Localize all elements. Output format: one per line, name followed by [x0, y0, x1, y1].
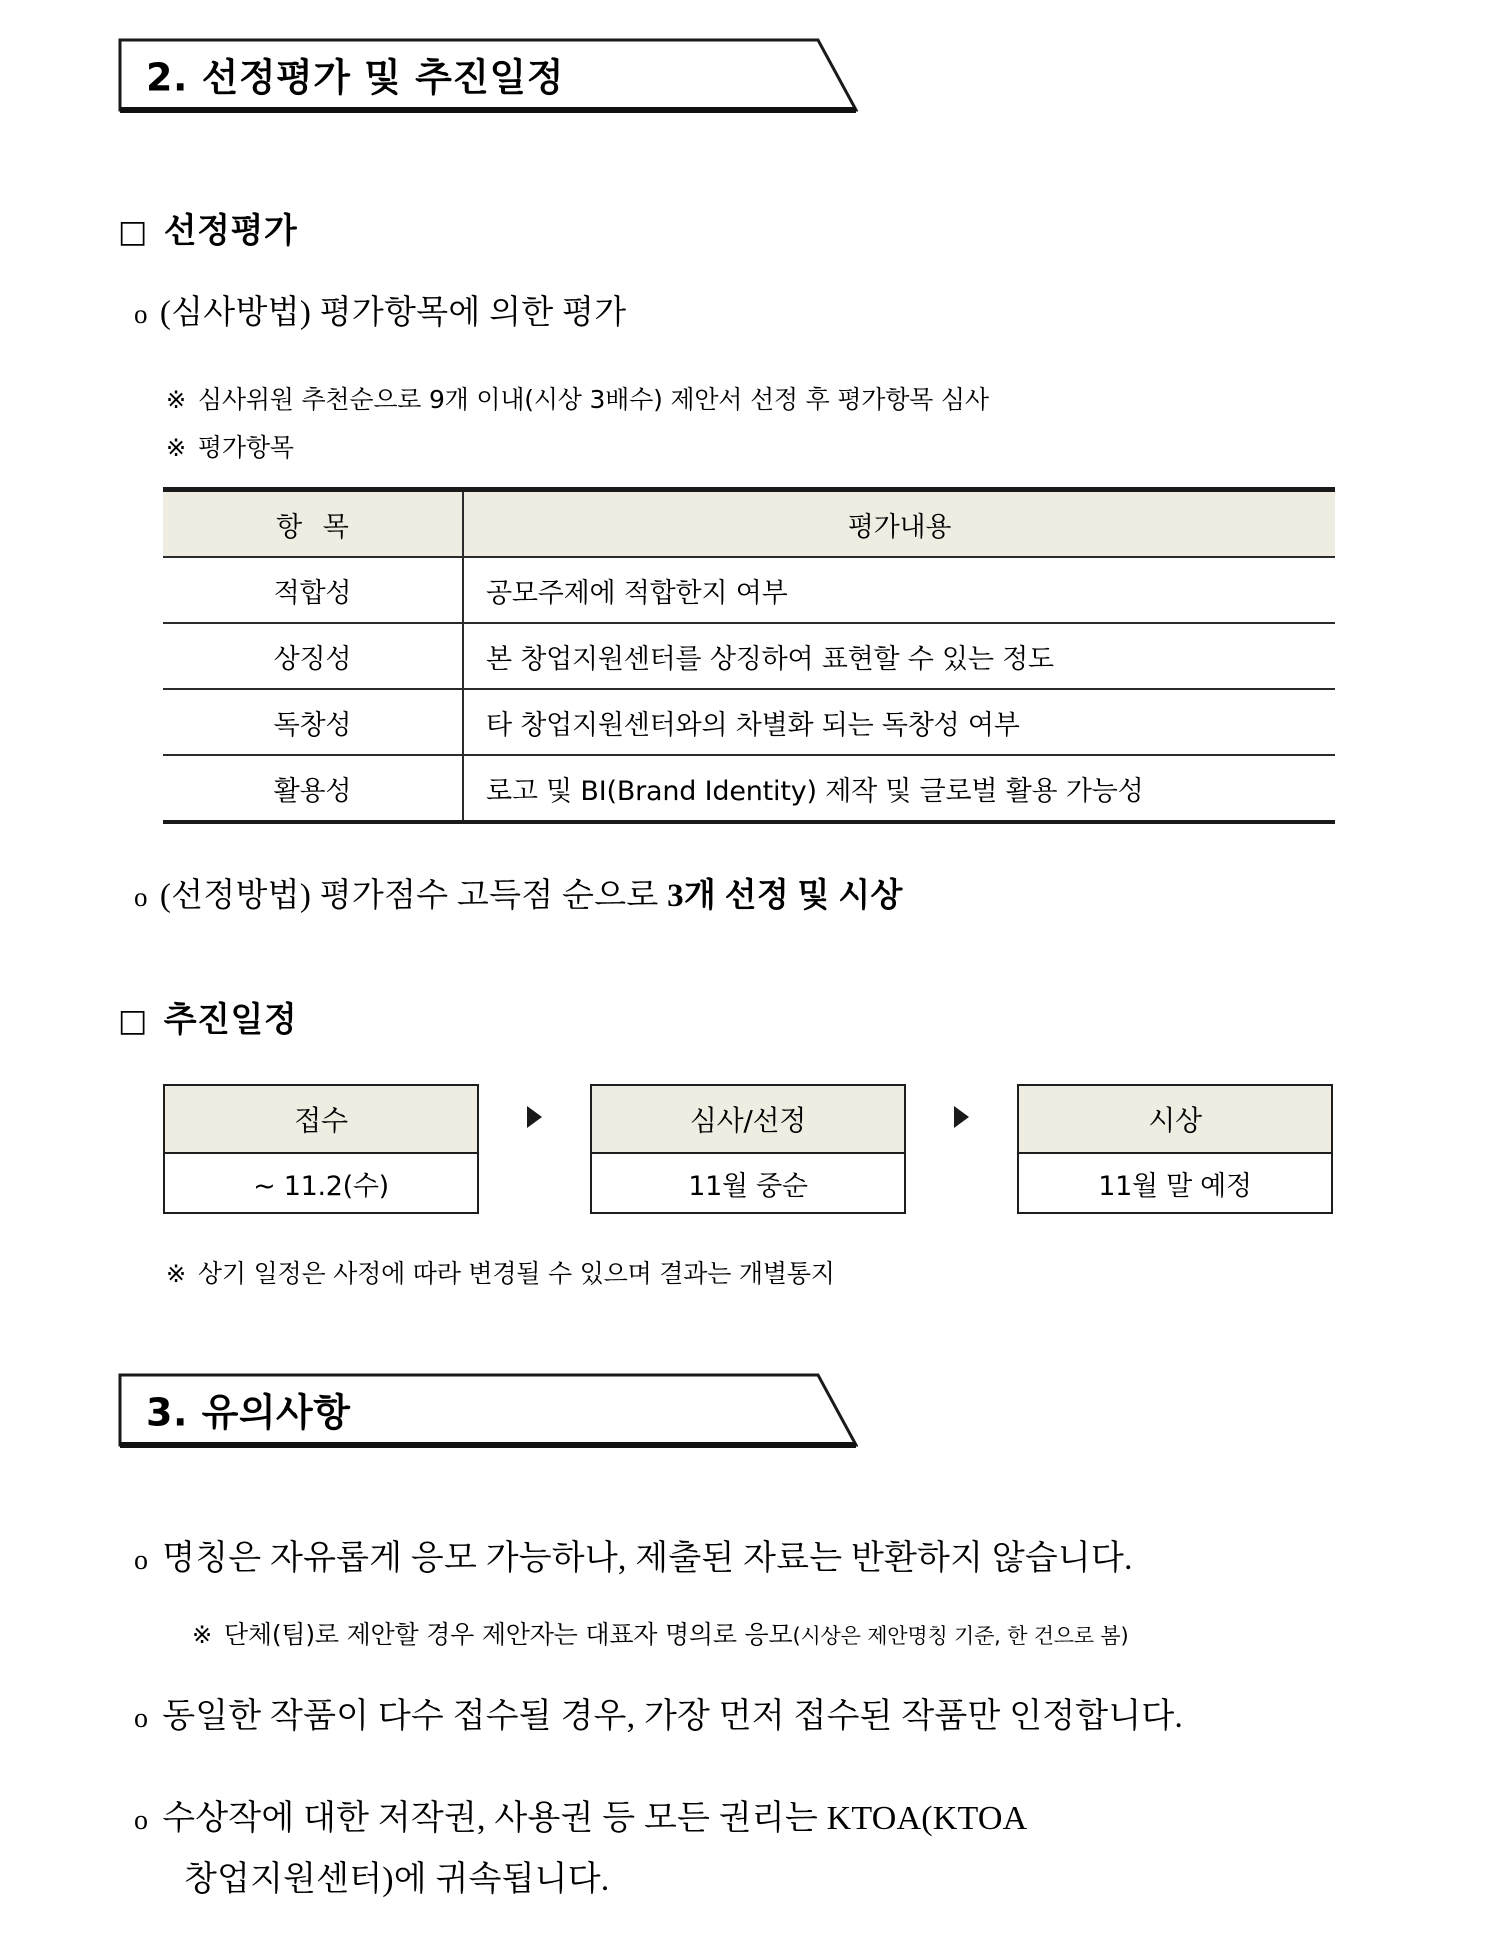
precaution-sub-note — [192, 1615, 1129, 1651]
flow-step-award — [1017, 1084, 1333, 1214]
precaution-item-3-text: 수상작에 대한 저작권, 사용권 등 모든 권리는 KTOA(KTOA — [162, 1800, 1028, 1837]
note-schedule-change — [166, 1254, 835, 1290]
evaluation-criteria-table — [163, 487, 1335, 824]
flow-step-review-date: 11월 중순 — [688, 1170, 808, 1202]
precaution-item-1 — [134, 1530, 1133, 1579]
flow-arrow-icon — [906, 1084, 1017, 1150]
reference-mark-icon: ※ — [166, 1260, 186, 1288]
flow-step-receipt-date: ~ 11.2(수) — [253, 1170, 389, 1202]
schedule-flowchart — [163, 1084, 1333, 1214]
bullet-review-method — [134, 286, 626, 333]
flow-step-receipt-title: 접수 — [165, 1086, 477, 1154]
table-cell-desc: 로고 및 BI(Brand Identity) 제작 및 글로벌 활용 가능성 — [463, 755, 1335, 822]
bullet-selection-method-text: 평가점수 고득점 순으로 — [319, 878, 659, 914]
o-bullet-marker: o — [134, 1545, 149, 1576]
table-header-item: 항 목 — [163, 490, 463, 558]
note-schedule-change-text: 상기 일정은 사정에 따라 변경될 수 있으며 결과는 개별통지 — [197, 1259, 835, 1288]
note-eval-items-text: 평가항목 — [197, 433, 294, 462]
o-bullet-marker: o — [134, 1805, 149, 1836]
note-review-count-text: 심사위원 추천순으로 9개 이내(시상 3배수) 제안서 선정 후 평가항목 심사 — [197, 385, 989, 414]
precaution-sub-note-paren: (시상은 제안명칭 기준, 한 건으로 봄) — [792, 1624, 1129, 1648]
heading-schedule — [118, 992, 297, 1041]
table-cell-item: 활용성 — [163, 755, 463, 822]
precaution-sub-note-text: 단체(팀)로 제안할 경우 제안자는 대표자 명의로 응모 — [223, 1620, 793, 1649]
section-2-banner — [118, 37, 858, 113]
note-review-count — [166, 380, 989, 416]
table-header-desc: 평가내용 — [463, 490, 1335, 558]
o-bullet-marker: o — [134, 299, 148, 329]
bullet-review-method-text: 평가항목에 의한 평가 — [319, 295, 627, 331]
table-header-row — [163, 490, 1335, 558]
flow-step-receipt — [163, 1084, 479, 1214]
note-eval-items — [166, 428, 294, 464]
heading-selection-evaluation-label: 선정평가 — [163, 211, 298, 251]
table-cell-item: 적합성 — [163, 557, 463, 623]
flow-arrow-icon — [479, 1084, 590, 1150]
flow-step-award-date: 11월 말 예정 — [1098, 1170, 1252, 1202]
table-row — [163, 755, 1335, 822]
reference-mark-icon: ※ — [192, 1621, 212, 1649]
o-bullet-marker: o — [134, 882, 148, 912]
table-row — [163, 557, 1335, 623]
reference-mark-icon: ※ — [166, 386, 186, 414]
precaution-item-1-text: 명칭은 자유롭게 응모 가능하나, 제출된 자료는 반환하지 않습니다. — [162, 1540, 1133, 1577]
precaution-item-2 — [134, 1688, 1183, 1737]
table-row — [163, 623, 1335, 689]
section-3-banner — [118, 1372, 858, 1448]
table-cell-item: 상징성 — [163, 623, 463, 689]
table-cell-item: 독창성 — [163, 689, 463, 755]
bullet-selection-method-emphasis: 3개 선정 및 시상 — [667, 878, 903, 914]
bullet-review-method-label: (심사방법) — [159, 295, 312, 331]
flow-step-award-title: 시상 — [1019, 1086, 1331, 1154]
section-3-title: 3. 유의사항 — [146, 1390, 351, 1435]
bullet-selection-method — [134, 869, 903, 916]
table-cell-desc: 공모주제에 적합한지 여부 — [463, 557, 1335, 623]
section-2-title: 2. 선정평가 및 추진일정 — [146, 55, 564, 100]
flow-step-review-title: 심사/선정 — [592, 1086, 904, 1154]
square-bullet-icon: □ — [118, 1003, 148, 1039]
heading-schedule-label: 추진일정 — [163, 1000, 298, 1040]
square-bullet-icon: □ — [118, 214, 148, 250]
precaution-item-3 — [134, 1790, 1027, 1900]
flow-step-review — [590, 1084, 906, 1214]
precaution-item-2-text: 동일한 작품이 다수 접수될 경우, 가장 먼저 접수된 작품만 인정합니다. — [162, 1698, 1184, 1735]
bullet-selection-method-label: (선정방법) — [159, 878, 312, 914]
table-cell-desc: 본 창업지원센터를 상징하여 표현할 수 있는 정도 — [463, 623, 1335, 689]
o-bullet-marker: o — [134, 1703, 149, 1734]
precaution-item-3-continuation: 창업지원센터)에 귀속됩니다. — [184, 1861, 610, 1898]
heading-selection-evaluation — [118, 203, 297, 252]
table-cell-desc: 타 창업지원센터와의 차별화 되는 독창성 여부 — [463, 689, 1335, 755]
table-row — [163, 689, 1335, 755]
reference-mark-icon: ※ — [166, 434, 186, 462]
